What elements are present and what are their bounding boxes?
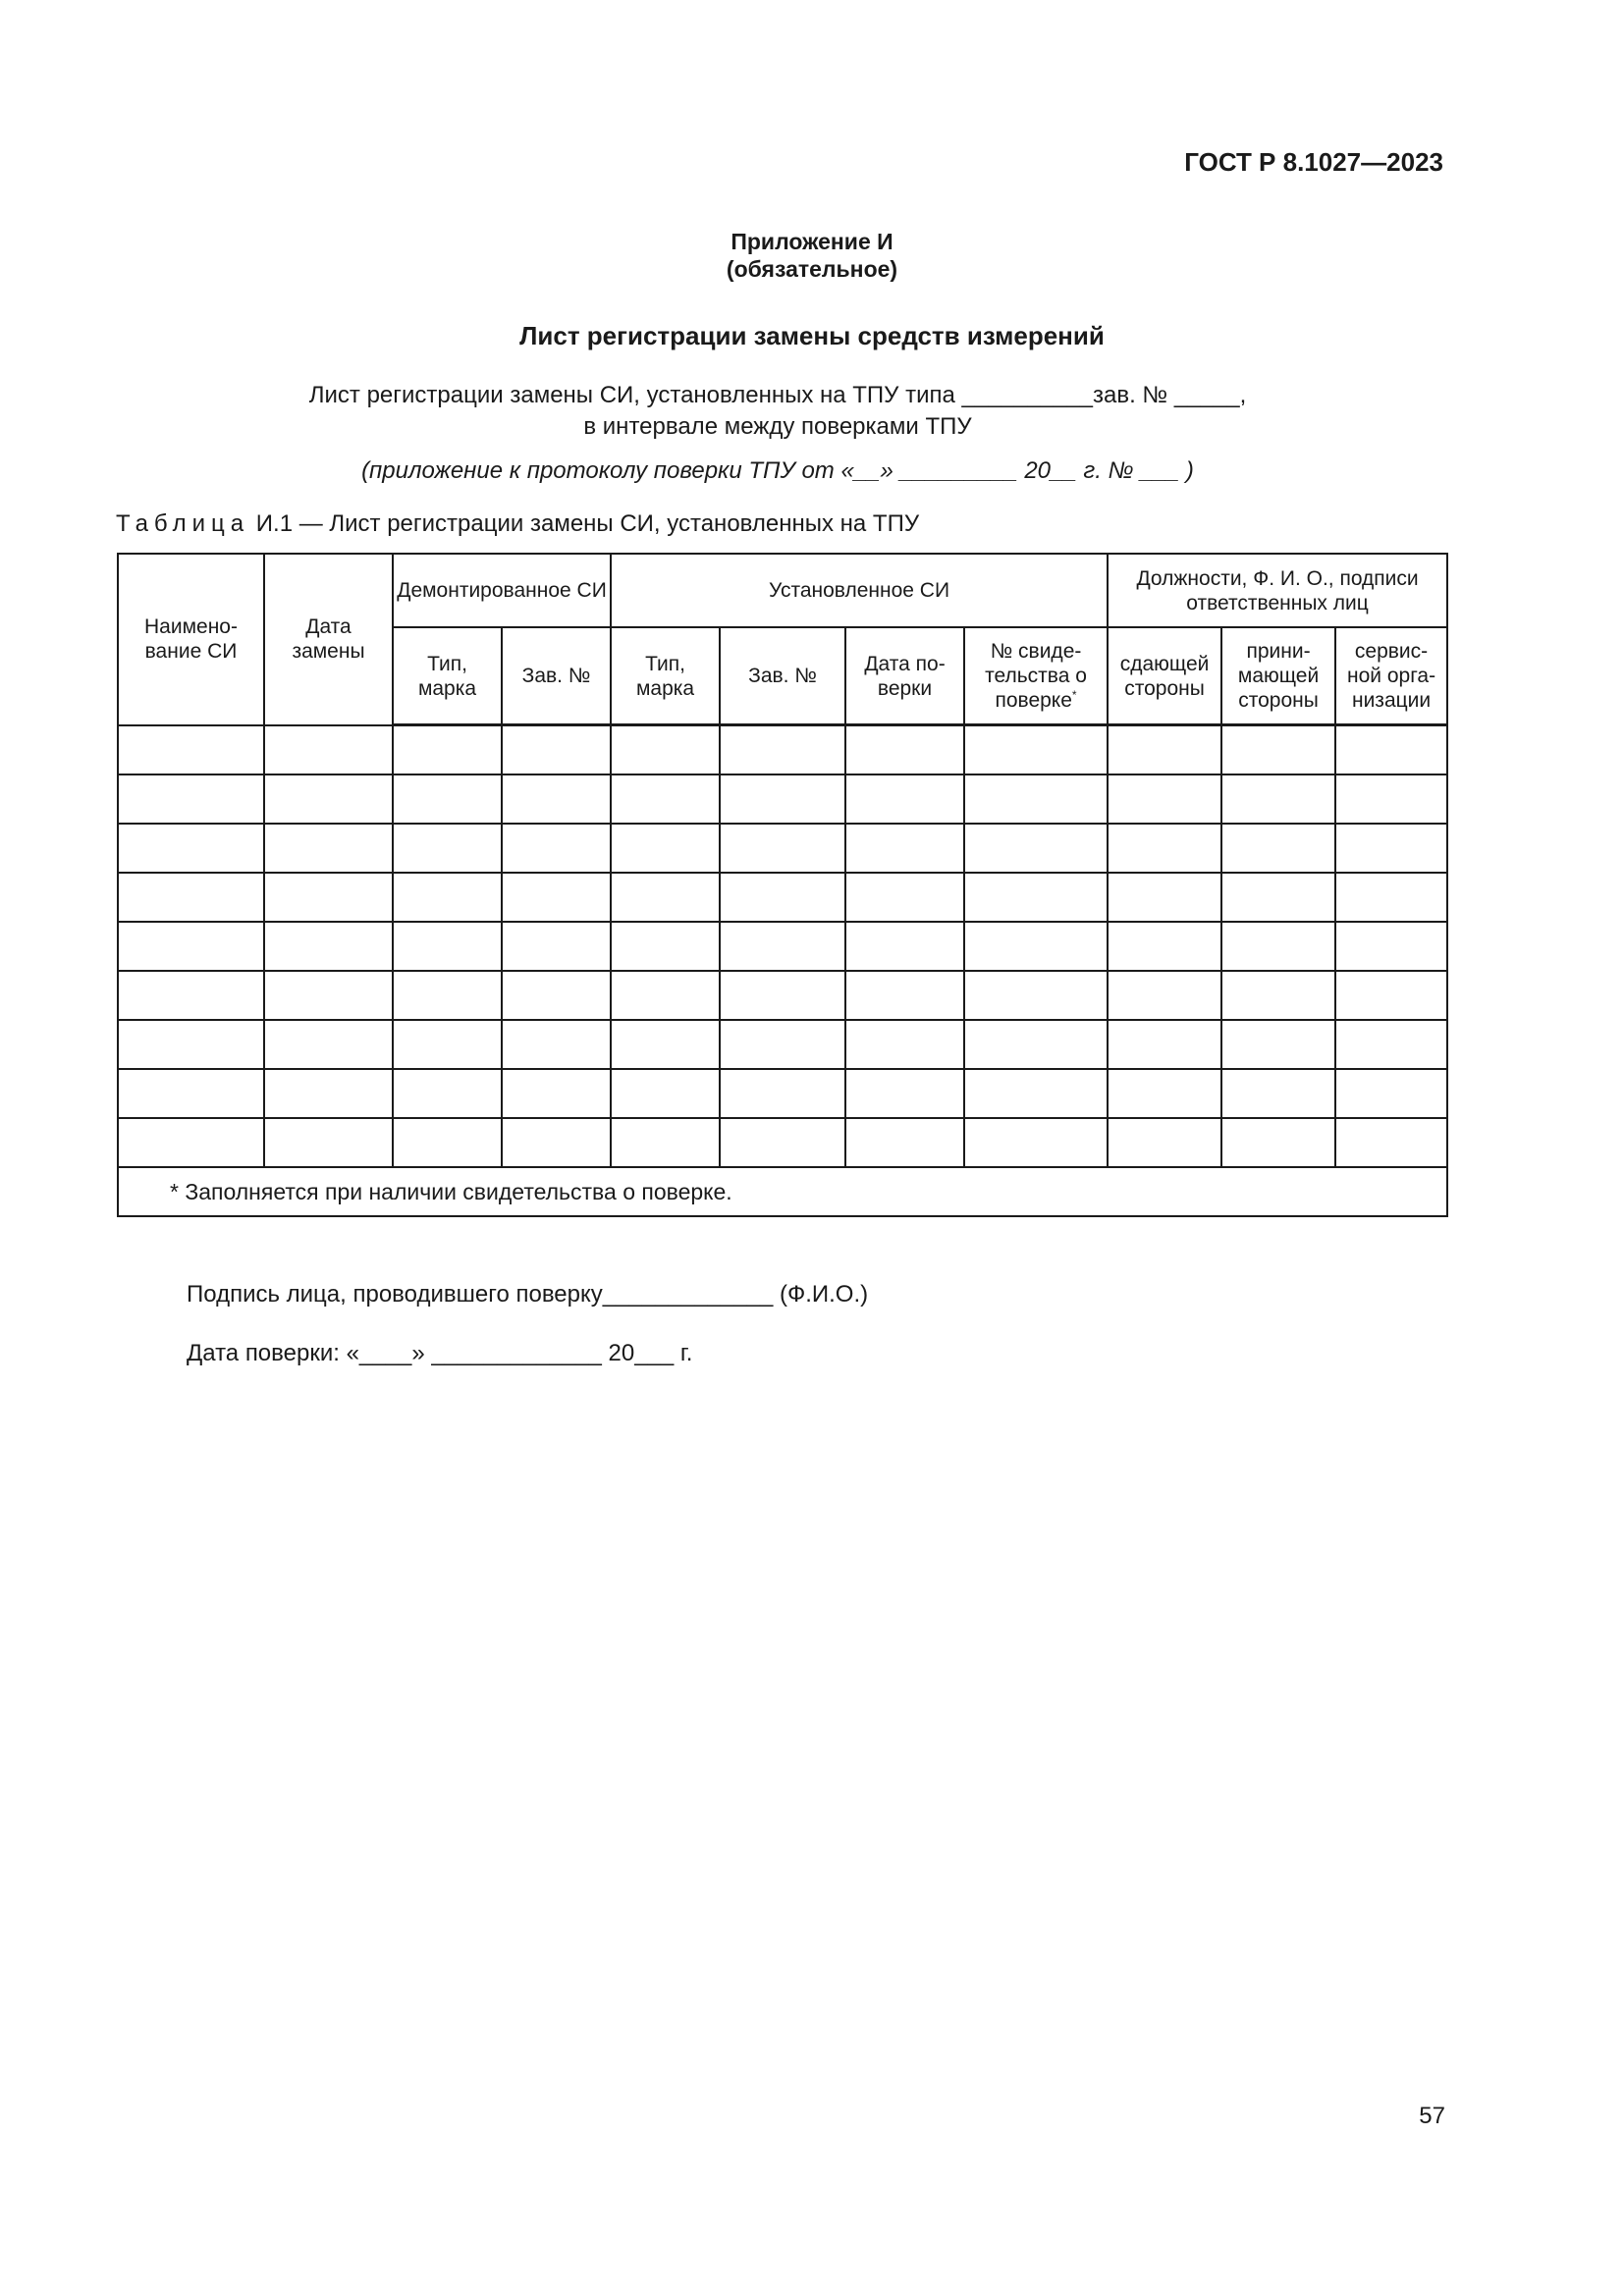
table-cell [964,971,1108,1020]
table-row [118,824,1447,873]
table-cell [1335,1118,1447,1167]
appendix-heading [0,228,1624,283]
table-cell [611,1069,720,1118]
table-cell [720,873,845,922]
verification-date-line: Дата поверки: «____» _____________ 20___ г. [187,1340,693,1366]
table-cell [118,774,264,824]
table-caption [116,510,919,538]
table-cell [720,824,845,873]
table-cell [964,725,1108,775]
table-cell [1335,725,1447,775]
table-cell [118,1069,264,1118]
table-row [118,1069,1447,1118]
table-cell [611,1118,720,1167]
table-cell [118,725,264,775]
table-cell [964,922,1108,971]
table-cell [264,725,393,775]
standard-designation: ГОСТ Р 8.1027—2023 [1184,147,1443,177]
table-cell [845,774,964,824]
table-cell [964,1069,1108,1118]
table-footnote: * Заполняется при наличии свидетельства о поверке. [118,1167,1447,1216]
header-si-name: Наимено-вание СИ [118,554,264,725]
table-cell [502,1020,611,1069]
appendix-status: (обязательное) [726,256,898,282]
header-certificate-text: № свиде-тельства о поверке [985,640,1087,712]
table-cell [1335,873,1447,922]
table-cell [1221,725,1335,775]
table-cell [393,1118,502,1167]
table-cell [611,725,720,775]
table-cell [720,1118,845,1167]
table-cell [845,1069,964,1118]
table-cell [1221,774,1335,824]
table-cell [845,971,964,1020]
table-cell [264,1020,393,1069]
intro-line-2: в интервале между поверками ТПУ [583,413,972,440]
table-cell [1221,922,1335,971]
table-cell [611,824,720,873]
table-cell [264,1069,393,1118]
table-cell [720,922,845,971]
table-caption-text: И.1 — Лист регистрации замены СИ, установленных на ТПУ [255,510,920,537]
table-cell [1335,971,1447,1020]
table-cell [502,873,611,922]
table-cell [611,873,720,922]
header-removed-type: Тип, марка [393,627,502,725]
table-cell [720,1020,845,1069]
sheet-title: Лист регистрации замены средств измерений [519,321,1105,350]
table-cell [1108,873,1221,922]
table-cell [611,1020,720,1069]
table-cell [393,1069,502,1118]
table-cell [1108,971,1221,1020]
header-certificate-number [964,627,1108,725]
table-row [118,725,1447,775]
table-body [118,725,1447,1168]
header-installed-si: Установленное СИ [611,554,1108,627]
table-cell [264,1118,393,1167]
table-row [118,922,1447,971]
table-cell [393,725,502,775]
table-cell [264,922,393,971]
header-responsible-officials: Должности, Ф. И. О., подписи ответственных лиц [1108,554,1447,627]
table-row [118,971,1447,1020]
table-cell [502,824,611,873]
table-cell [1108,1118,1221,1167]
table-cell [118,922,264,971]
header-removed-serial: Зав. № [502,627,611,725]
table-cell [964,824,1108,873]
table-cell [720,1069,845,1118]
table-cell [845,725,964,775]
header-receiving-party: прини-мающей стороны [1221,627,1335,725]
table-cell [264,873,393,922]
header-removed-si: Демонтированное СИ [393,554,611,627]
table-cell [720,774,845,824]
table-row [118,873,1447,922]
page-number: 57 [1419,2103,1445,2129]
table-cell [611,774,720,824]
table-cell [1335,774,1447,824]
header-installed-serial: Зав. № [720,627,845,725]
table-caption-word: Таблица [116,510,250,537]
header-service-organization: сервис-ной орга-низации [1335,627,1447,725]
table-cell [1108,774,1221,824]
table-cell [611,922,720,971]
table-cell [1221,824,1335,873]
table-cell [502,1069,611,1118]
table-cell [393,774,502,824]
table-cell [611,971,720,1020]
table-cell [1335,1069,1447,1118]
table-cell [845,1118,964,1167]
table-cell [393,1020,502,1069]
table-cell [118,1118,264,1167]
replacement-register-table [117,553,1448,1217]
table-cell [964,1020,1108,1069]
header-installed-type: Тип, марка [611,627,720,725]
table-row [118,1118,1447,1167]
table-cell [264,971,393,1020]
table-cell [1108,824,1221,873]
table-cell [845,824,964,873]
intro-line-1: Лист регистрации замены СИ, установленных на ТПУ типа __________зав. № _____, [308,382,1247,408]
footnote-mark: * [1071,688,1077,702]
table-cell [118,873,264,922]
table-cell [502,922,611,971]
protocol-note: (приложение к протоколу поверки ТПУ от «__» _________ 20__ г. № ___ ) [361,457,1194,484]
table-cell [1221,873,1335,922]
table-cell [964,774,1108,824]
table-cell [393,873,502,922]
header-replacement-date: Дата замены [264,554,393,725]
table-cell [845,1020,964,1069]
table-cell [393,922,502,971]
table-cell [720,971,845,1020]
appendix-title: Приложение И [731,229,893,254]
table-cell [845,922,964,971]
table-cell [845,873,964,922]
table-cell [964,873,1108,922]
table-cell [393,971,502,1020]
table-cell [1221,1069,1335,1118]
table-cell [393,824,502,873]
header-verification-date: Дата по-верки [845,627,964,725]
table-cell [502,774,611,824]
table-cell [502,725,611,775]
table-cell [118,1020,264,1069]
table-cell [720,725,845,775]
table-cell [1335,922,1447,971]
table-cell [1108,1020,1221,1069]
intro-text [0,380,1555,443]
table-cell [1108,725,1221,775]
table-cell [1108,922,1221,971]
table-row [118,774,1447,824]
table-cell [1221,1020,1335,1069]
table-cell [1221,1118,1335,1167]
table-cell [1335,1020,1447,1069]
signature-line: Подпись лица, проводившего поверку_____________ (Ф.И.О.) [187,1281,869,1308]
table-row [118,1020,1447,1069]
table-cell [964,1118,1108,1167]
table-cell [1108,1069,1221,1118]
table-cell [264,774,393,824]
table-cell [502,1118,611,1167]
table-cell [118,971,264,1020]
table-cell [1335,824,1447,873]
table-cell [502,971,611,1020]
header-handing-party: сдающей стороны [1108,627,1221,725]
table-cell [1221,971,1335,1020]
table-cell [264,824,393,873]
table-cell [118,824,264,873]
